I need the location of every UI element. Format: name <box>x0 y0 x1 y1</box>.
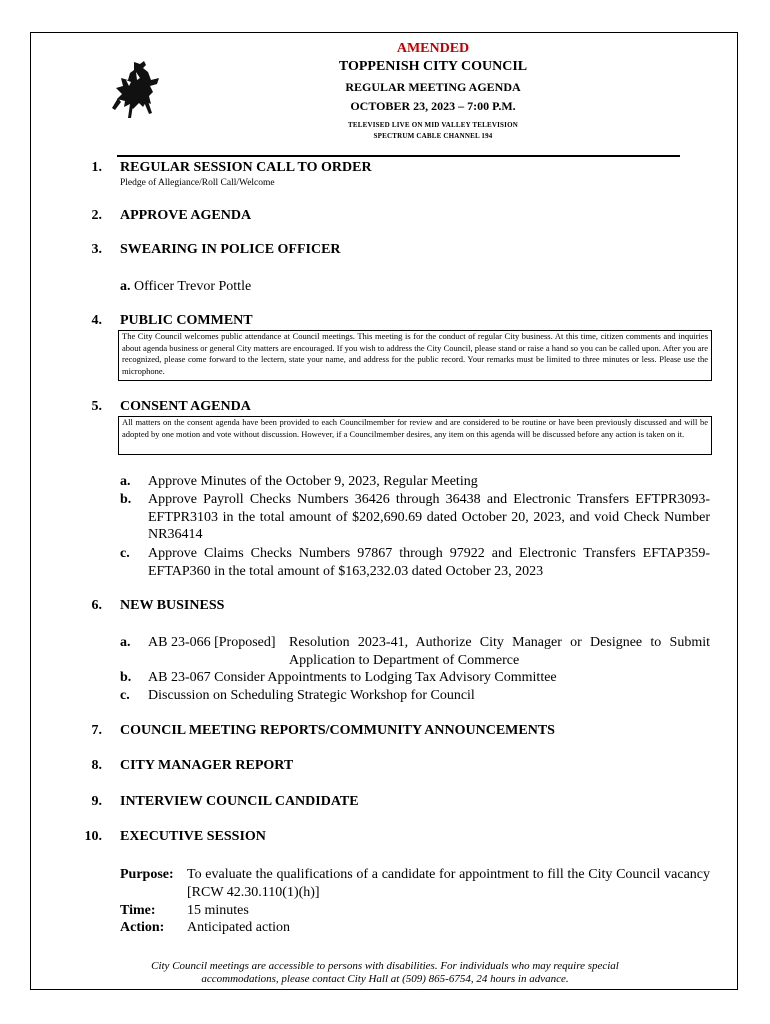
purpose-text: To evaluate the qualifications of a candidate for appointment to fill the City Council vacancy [RCW 42.30.110(1)(h)] <box>187 867 710 900</box>
item-6c-label: c. <box>120 688 130 703</box>
purpose-label: Purpose: <box>120 867 174 882</box>
item-6b <box>120 669 710 687</box>
item-5b-label: b. <box>120 492 132 507</box>
item-4-number: 4. <box>91 313 102 328</box>
item-3a-text: Officer Trevor Pottle <box>134 279 252 294</box>
executive-time <box>120 902 710 920</box>
item-5a <box>120 473 710 491</box>
item-2-number: 2. <box>91 208 102 223</box>
item-3-number: 3. <box>91 242 102 257</box>
item-6b-text: AB 23-067 Consider Appointments to Lodging Tax Advisory Committee <box>148 670 557 685</box>
council-title: TOPPENISH CITY COUNCIL <box>338 59 528 74</box>
item-10-number: 10. <box>84 829 102 844</box>
item-5-number: 5. <box>91 399 102 414</box>
item-9-title: INTERVIEW COUNCIL CANDIDATE <box>120 794 359 809</box>
item-3a-label: a. <box>120 279 131 294</box>
item-7-title: COUNCIL MEETING REPORTS/COMMUNITY ANNOUNCEMENTS <box>120 723 555 738</box>
consent-agenda-box: All matters on the consent agenda have been provided to each Councilmember for review and are considered to be routine or have been previously discussed and will be adopted by one motion and vote without discussion. However, if a Councilmember desires, any item on this agenda will be discussed before any action is taken on it. <box>118 416 712 455</box>
item-6c <box>120 687 710 705</box>
item-6-number: 6. <box>91 598 102 613</box>
item-5a-text: Approve Minutes of the October 9, 2023, Regular Meeting <box>148 474 478 489</box>
item-8-number: 8. <box>91 758 102 773</box>
item-6a <box>120 634 710 669</box>
item-1-subtitle: Pledge of Allegiance/Roll Call/Welcome <box>120 178 275 188</box>
item-5-title: CONSENT AGENDA <box>120 399 251 414</box>
footer-line-1: City Council meetings are accessible to persons with disabilities. For individuals who may require special <box>151 960 619 972</box>
item-5c <box>120 545 710 580</box>
item-5b <box>120 491 710 544</box>
item-4-title: PUBLIC COMMENT <box>120 313 253 328</box>
item-1-title: REGULAR SESSION CALL TO ORDER <box>120 160 372 175</box>
channel-note: SPECTRUM CABLE CHANNEL 194 <box>373 132 493 140</box>
item-6-title: NEW BUSINESS <box>120 598 225 613</box>
amended-label: AMENDED <box>396 41 470 56</box>
accessibility-footer <box>100 960 670 986</box>
item-6a-text: Resolution 2023-41, Authorize City Manager or Designee to Submit Application to Department of Commerce <box>289 635 710 668</box>
item-6b-label: b. <box>120 670 132 685</box>
executive-action <box>120 919 710 937</box>
item-5c-text: Approve Claims Checks Numbers 97867 through 97922 and Electronic Transfers EFTAP359-EFTAP360 in the total amount of $163,232.03 dated October 23, 2023 <box>148 546 710 579</box>
item-5a-label: a. <box>120 474 131 489</box>
item-3a <box>120 278 251 296</box>
meeting-date: OCTOBER 23, 2023 – 7:00 P.M. <box>350 99 516 113</box>
item-6c-text: Discussion on Scheduling Strategic Workshop for Council <box>148 688 475 703</box>
televised-note: TELEVISED LIVE ON MID VALLEY TELEVISION <box>348 121 518 129</box>
item-9-number: 9. <box>91 794 102 809</box>
item-6a-label: a. <box>120 635 131 650</box>
meeting-type: REGULAR MEETING AGENDA <box>345 80 521 94</box>
footer-line-2: accommodations, please contact City Hall at (509) 865-6754, 24 hours in advance. <box>201 973 569 985</box>
item-2-title: APPROVE AGENDA <box>120 208 252 223</box>
item-8-title: CITY MANAGER REPORT <box>120 758 294 773</box>
action-label: Action: <box>120 920 165 935</box>
item-3-title: SWEARING IN POLICE OFFICER <box>120 242 341 257</box>
item-6a-prefix: AB 23-066 [Proposed] <box>148 635 276 650</box>
action-text: Anticipated action <box>187 920 291 935</box>
item-5c-label: c. <box>120 546 130 561</box>
item-10-title: EXECUTIVE SESSION <box>120 829 266 844</box>
time-text: 15 minutes <box>187 903 249 918</box>
item-7-number: 7. <box>91 723 102 738</box>
public-comment-box: The City Council welcomes public attendance at Council meetings. This meeting is for the conduct of regular City business. At this time, citizen comments and inquiries about agenda business or general City matters are encouraged. If you wish to address the City Council, please stand or raise a hand so you can be called upon. After you are recognized, please come forward to the lectern, state your name, and address for the public record. Your remarks must be limited to three minutes or less. Please use the microphone. <box>118 330 712 381</box>
header-divider <box>117 155 680 157</box>
item-5b-text: Approve Payroll Checks Numbers 36426 through 36438 and Electronic Transfers EFTPR3093-EFTPR3103 in the total amount of $202,690.69 dated October 20, 2023, and void Check Number NR36414 <box>148 492 710 542</box>
executive-purpose <box>120 866 710 901</box>
time-label: Time: <box>120 903 156 918</box>
item-1-number: 1. <box>91 160 102 175</box>
